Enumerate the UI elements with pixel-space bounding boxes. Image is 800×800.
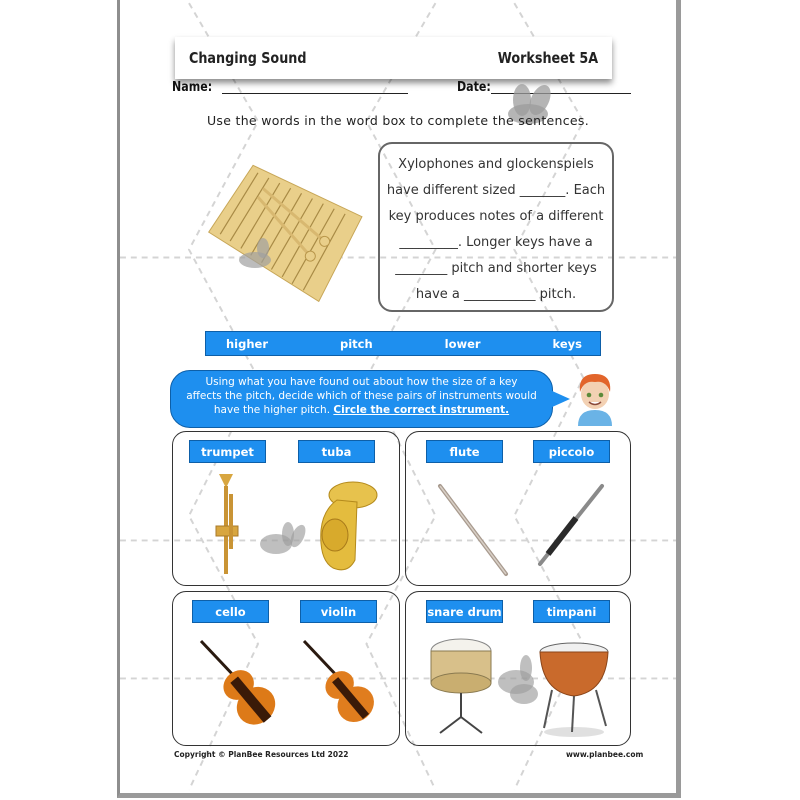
copyright-text: Copyright © PlanBee Resources Ltd 2022: [174, 750, 349, 759]
word-box: [205, 331, 601, 356]
speech-bubble-tail: [550, 390, 570, 408]
word-keys: keys: [552, 336, 582, 351]
option-cello[interactable]: cello: [192, 600, 269, 623]
worksheet-page: [117, 0, 681, 798]
flute-image[interactable]: [436, 482, 511, 577]
name-field[interactable]: [222, 93, 408, 94]
option-flute[interactable]: flute: [426, 440, 503, 463]
snare-drum-image[interactable]: [428, 637, 498, 737]
violin-image[interactable]: [298, 637, 378, 727]
word-pitch: pitch: [339, 336, 373, 351]
bee-watermark-icon: [258, 522, 308, 562]
fill-in-passage-box: [378, 142, 614, 312]
bubble-line-2: affects the pitch, decide which of these pairs of instruments would: [186, 390, 537, 402]
boy-avatar-icon: [572, 368, 618, 426]
date-label: Date:: [457, 80, 491, 95]
option-snare-drum[interactable]: snare drum: [426, 600, 503, 623]
name-label: Name:: [172, 80, 213, 95]
passage-line-1: Xylophones and glockenspiels: [398, 157, 594, 172]
speech-bubble: [170, 370, 553, 428]
passage-line-5: ________ pitch and shorter keys: [395, 261, 597, 276]
passage-line-4: _________. Longer keys have a: [399, 235, 593, 250]
worksheet-number: Worksheet 5A: [497, 49, 598, 67]
passage-line-6: have a ___________ pitch.: [415, 287, 577, 302]
worksheet-title: Changing Sound: [189, 49, 307, 67]
option-piccolo[interactable]: piccolo: [533, 440, 610, 463]
instruction-text: Use the words in the word box to complete the sentences.: [206, 113, 589, 128]
pair-panel-snare-timpani: [405, 591, 631, 746]
bubble-emphasis: Circle the correct instrument.: [333, 404, 510, 416]
cello-image[interactable]: [195, 637, 275, 727]
title-bar: [175, 37, 612, 79]
bubble-line-3: have the higher pitch.: [213, 404, 331, 416]
timpani-image[interactable]: [534, 640, 614, 735]
option-trumpet[interactable]: trumpet: [189, 440, 266, 463]
website-link[interactable]: www.planbee.com: [566, 750, 644, 759]
passage-line-2: have different sized _______. Each: [386, 183, 606, 198]
option-violin[interactable]: violin: [300, 600, 377, 623]
xylophone-image: [205, 160, 365, 305]
pair-panel-cello-violin: [172, 591, 400, 746]
piccolo-image[interactable]: [536, 482, 606, 567]
pair-panel-flute-piccolo: [405, 431, 631, 586]
pair-panel-trumpet-tuba: [172, 431, 400, 586]
word-higher: higher: [226, 336, 269, 351]
passage-line-3: key produces notes of a different: [388, 209, 604, 224]
bubble-line-1: Using what you have found out about how the size of a key: [205, 376, 518, 388]
word-lower: lower: [444, 336, 481, 351]
option-timpani[interactable]: timpani: [533, 600, 610, 623]
option-tuba[interactable]: tuba: [298, 440, 375, 463]
trumpet-image[interactable]: [211, 472, 241, 576]
